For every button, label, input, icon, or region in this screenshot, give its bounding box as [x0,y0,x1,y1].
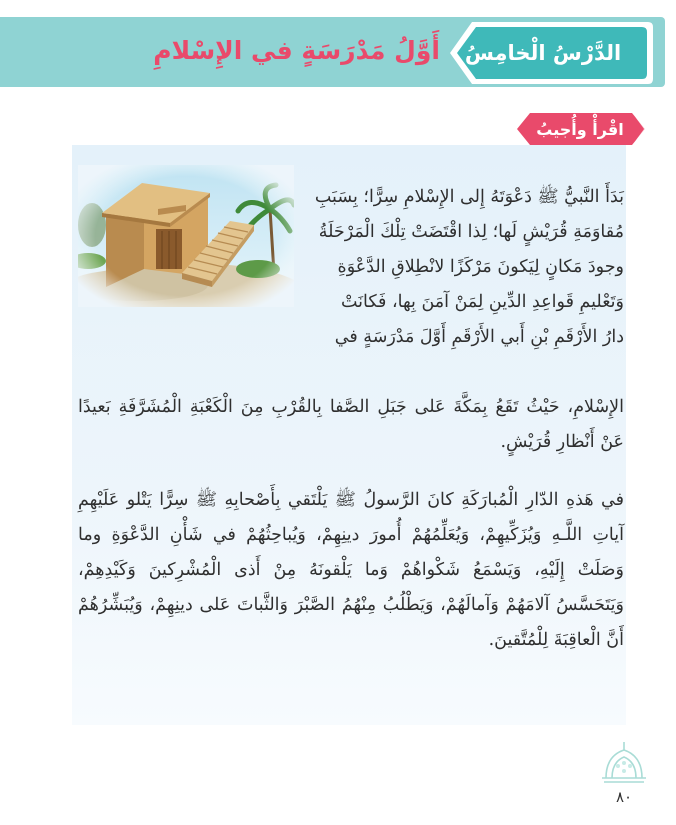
text-line: وجودَ مَكانٍ لِيَكونَ مَرْكَزًا لانْطِلاقِ الدَّعْوَةِ [337,257,624,277]
text-line: وَتَعْليمِ قَواعِدِ الدِّينِ لِمَنْ آمَنَ بِها، فَكانَتْ [341,292,624,312]
dar-al-arqam-house-illustration [78,165,294,307]
lesson-number-tag [448,20,655,86]
text-line: مُقاوَمَةِ قُرَيْشٍ لَها؛ لِذا اقْتَضَتْ تِلْكَ الْمَرْحَلَةُ [318,222,624,242]
page-number: ٨٠ [615,788,633,806]
section-tag [516,112,646,146]
lesson-number-label: الدَّرْسُ الْخامِسُ [464,41,622,65]
text-line: دارُ الأَرْقَمِ بْنِ أَبي الأَرْقَمِ أَوَّلَ مَدْرَسَةٍ في [334,327,624,347]
paragraph-2: في هَذهِ الدّارِ الْمُبارَكَةِ كانَ الرَّسولُ ﷺ يَلْتَقي بِأَصْحابِهِ ﷺ سِرًّا يَتْلو عَلَيْهِمِ آياتِ اللَّـهِ وَيُزَكِّيهِمْ، وَيُعَلِّمُهُمْ أُمورَ دينِهِمْ، وَيُباحِثُهُمْ في شَأْنِ الدَّعْوَةِ وما وَصَلَتْ إِلَيْهِ، وَيَسْمَعُ شَكْواهُمْ وَما يَلْقونَهُ مِنْ أَذى الْمُشْرِكينَ وَكَيْدِهِمْ، وَيَتَحَسَّسُ آلامَهُمْ وَآمالَهُمْ، وَيَطْلُبُ مِنْهُمُ الصَّبْرَ وَالثَّباتَ عَلى دينِهِمْ، وَيُبَشِّرُهُمْ أَنَّ الْعاقِبَةَ لِلْمُتَّقينَ. [78,490,624,650]
section-label: اقْرأْ وأُجيبُ [536,119,624,139]
lesson-title: أَوَّلُ مَدْرَسَةٍ في الإِسْلامِ [153,35,440,65]
text-line: بَدَأَ النَّبيُّ ﷺ دَعْوَتَهُ إِلى الإِسْلامِ سِرًّا؛ بِسَبَبِ [314,187,624,207]
paragraph-1-continuation: الإِسْلامِ، حَيْثُ تَقَعُ بِمَكَّةَ عَلى جَبَلِ الصَّفا بِالقُرْبِ مِنَ الْكَعْبَةِ الْمُشَرَّفَةِ بَعيدًا عَنْ أَنْظارِ قُرَيْشٍ. [78,397,624,452]
paragraph-1-intro [300,180,624,355]
